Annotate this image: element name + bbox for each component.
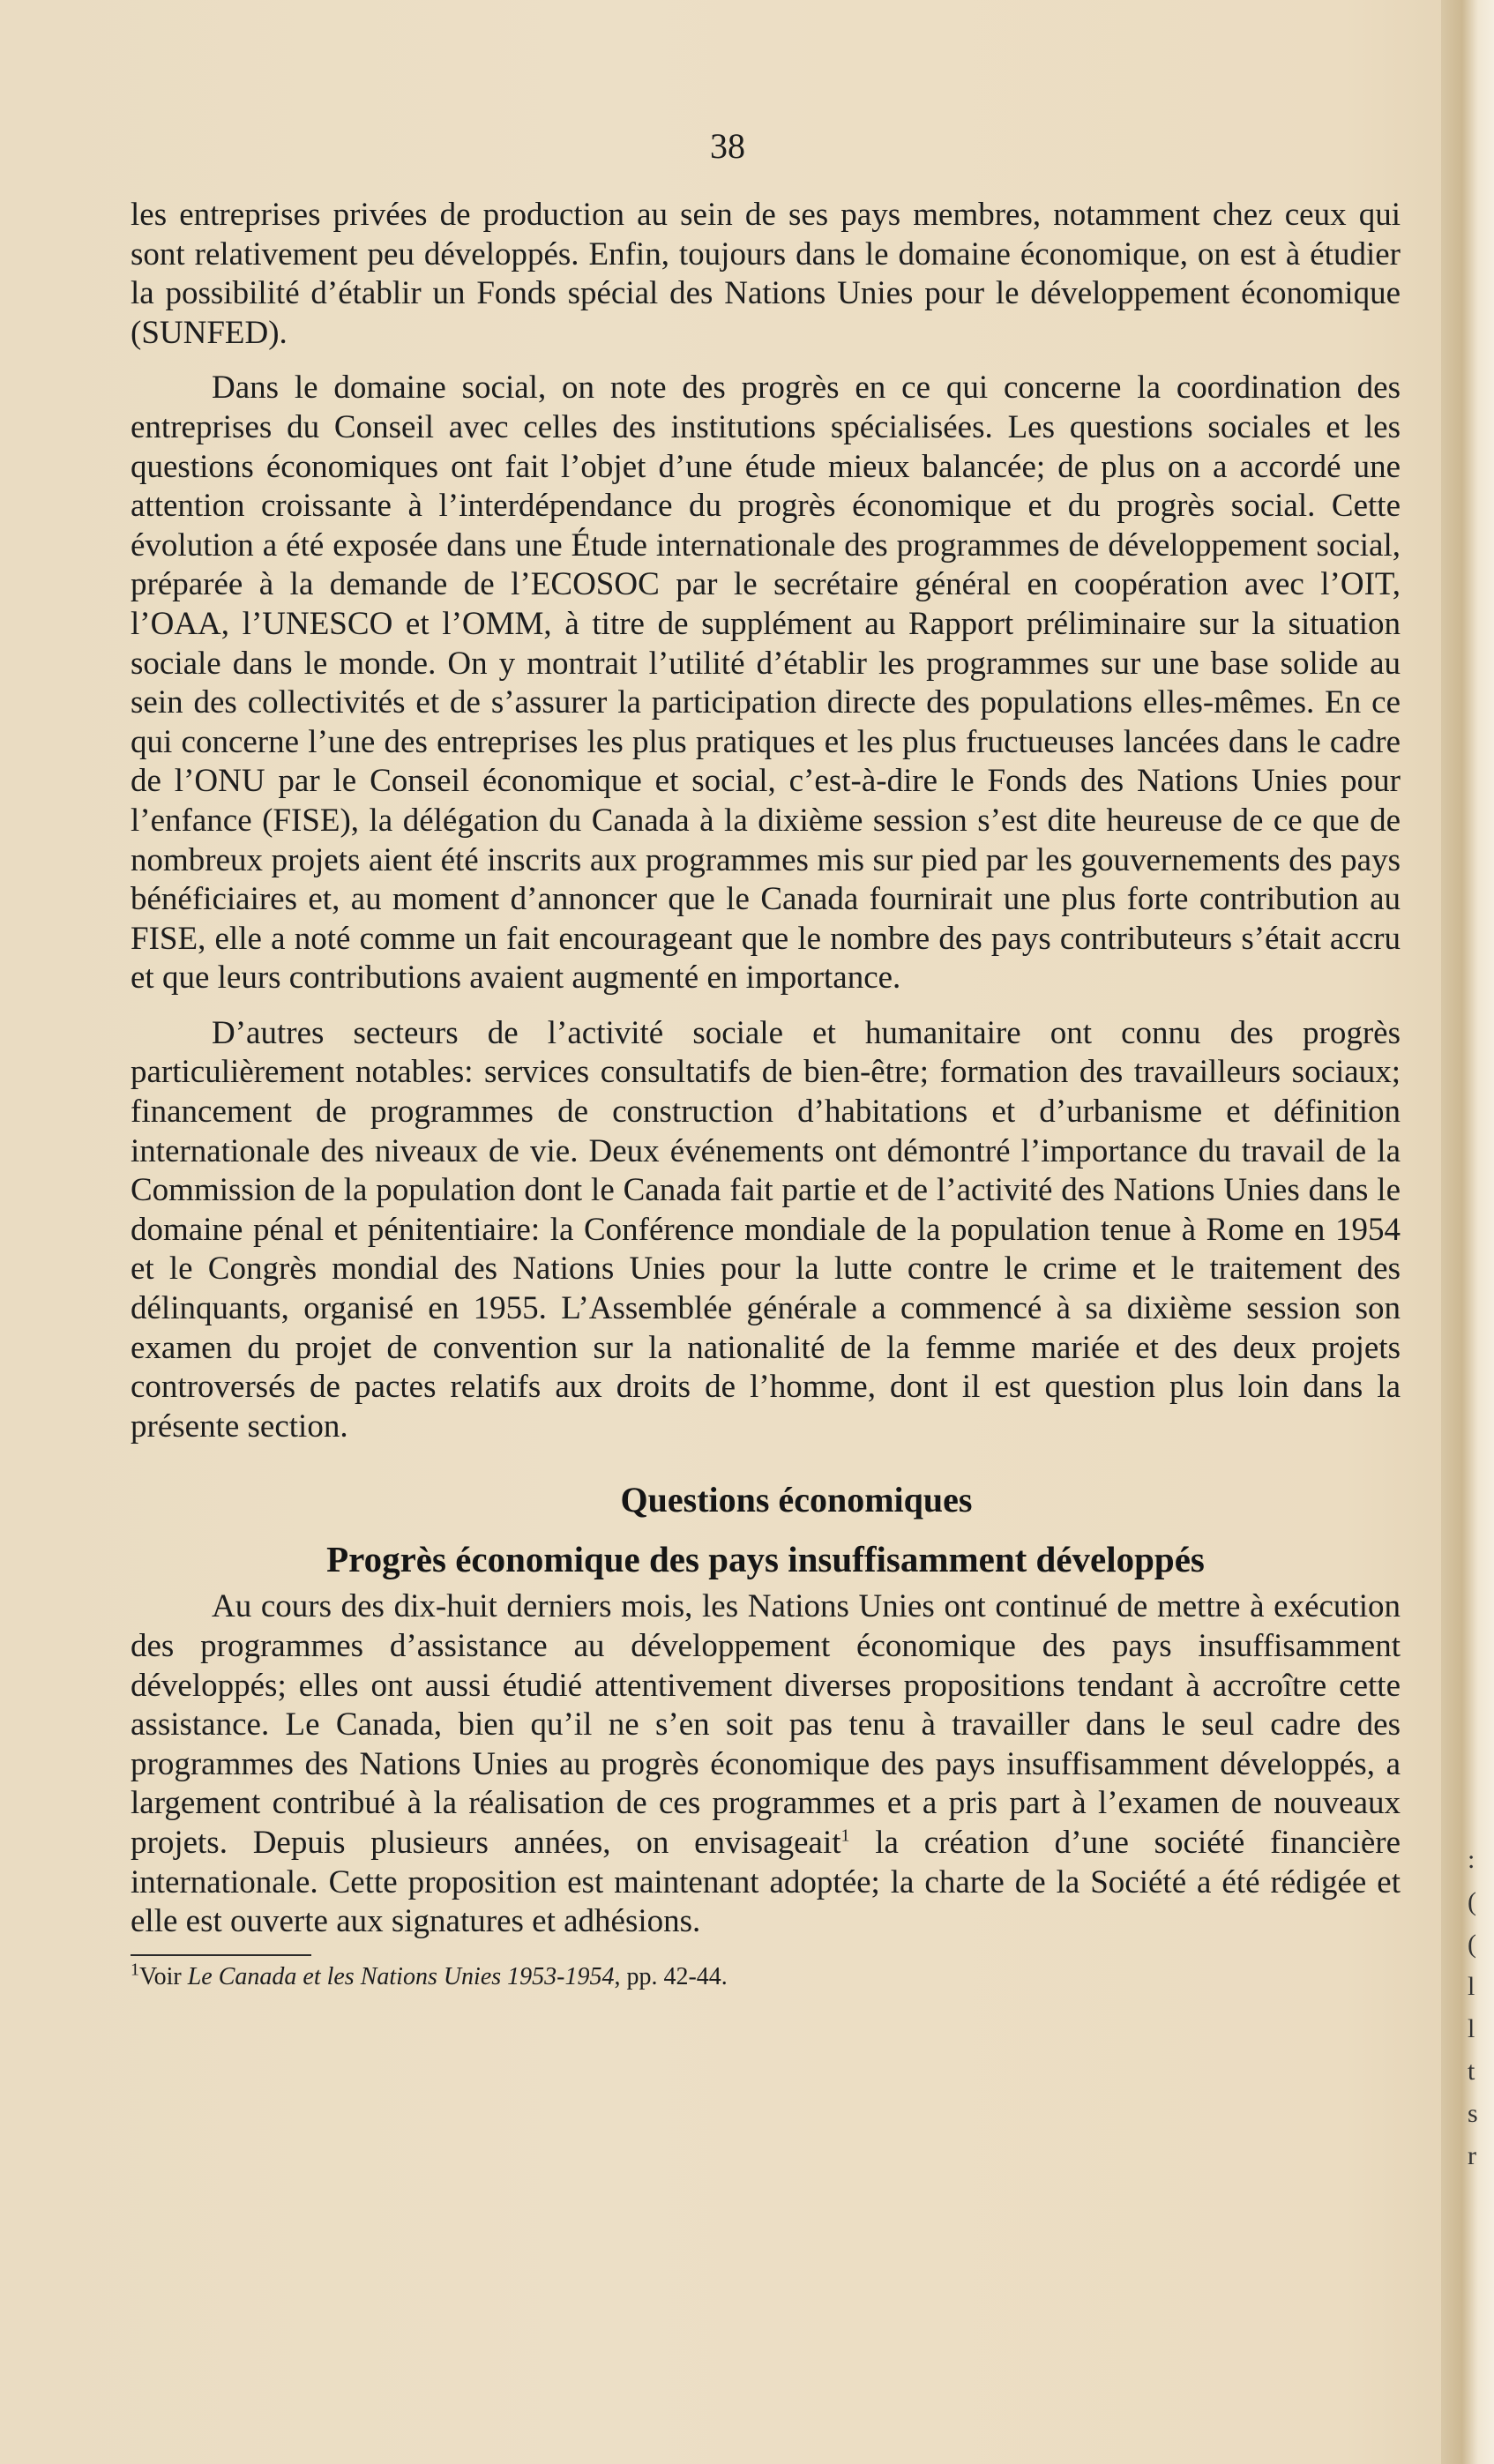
paragraph-4-text-cont: la création d’une société financière internationale. Cette proposition est maintenant adoptée; la charte de la Société a été rédigée et elle est ouverte aux signatures et adhésions. <box>131 1824 1401 1940</box>
bleed-letter: l <box>1468 1972 1475 2001</box>
section-heading: Questions économiques <box>620 1480 973 1520</box>
bleed-letter: t <box>1468 2057 1475 2086</box>
paragraph-1: les entreprises privées de production au sein de ses pays membres, notamment chez ceux qui sont relativement peu développés. Enfin, toujours dans le domaine économique, on est à étudier la possibilité d’établir un Fonds spécial des Nations Unies pour le développement économique (SUNFED). <box>131 197 1401 351</box>
footnote-suffix: , pp. 42-44. <box>614 1962 728 1990</box>
paragraph-3: D’autres secteurs de l’activité sociale et humanitaire ont connu des progrès particulièrement notables: services consultatifs de bien-être; formation des travailleurs sociaux; financement de programmes de construction d’habitations et d’urbanisme et définition internationale des niveaux de vie. Deux événements ont démontré l’importance du travail de la Commission de la population dont le Canada fait partie et de l’activité des Nations Unies dans le domaine pénal et pénitentiaire: la Conférence mondiale de la population tenue à Rome en 1954 et le Congrès mondial des Nations Unies pour la lutte contre le crime et le traitement des délinquants, organisé en 1955. L’Assemblée générale a commencé à sa dixième session son examen du projet de convention sur la nationalité de la femme mariée et des deux projets controversés de pactes relatifs aux droits de l’homme, dont il est question plus loin dans la présente section. <box>131 1014 1401 1445</box>
bleed-letter: ( <box>1468 1930 1476 1959</box>
footnote-title: Le Canada et les Nations Unies 1953-1954 <box>187 1962 615 1990</box>
footnote <box>131 1961 1401 1993</box>
footnote-reference: 1 <box>840 1826 850 1846</box>
footnote-prefix: Voir <box>139 1962 188 1990</box>
bleed-letter: ( <box>1468 1887 1476 1916</box>
bleed-letter: l <box>1468 2014 1475 2043</box>
bleed-letter: s <box>1468 2099 1478 2128</box>
body-text <box>131 196 1401 1993</box>
paragraph-4-text: Au cours des dix-huit derniers mois, les Nations Unies ont continué de mettre à exécution des programmes d’assistance au développement économique des pays insuffisamment développés; elles ont aussi étudié attentivement diverses propositions tendant à accroître cette assistance. Le Canada, bien qu’il ne s’en soit pas tenu à travailler dans le seul cadre des programmes des Nations Unies au progrès économique des pays insuffisamment développés, a largement contribué à la réalisation de ces programmes et a pris part à l’examen de nouveaux projets. Depuis plusieurs années, on envisageait <box>131 1588 1401 1861</box>
footnote-rule <box>131 1954 311 1956</box>
footnote-mark: 1 <box>131 1960 139 1980</box>
page-number: 38 <box>710 126 745 166</box>
paragraph-2: Dans le domaine social, on note des progrès en ce qui concerne la coordination des entreprises du Conseil avec celles des institutions spécialisées. Les questions sociales et les questions économiques ont fait l’objet d’une étude mieux balancée; de plus on a accordé une attention croissante à l’interdépendance du progrès économique et du progrès social. Cette évolution a été exposée dans une Étude internationale des programmes de développement social, préparée à la demande de l’ECOSOC par le secrétaire général en coopération avec l’OIT, l’OAA, l’UNESCO et l’OMM, à titre de supplément au Rapport préliminaire sur la situation sociale dans le monde. On y montrait l’utilité d’établir les programmes sur une base solide au sein des collectivités et de s’assurer la participation directe des populations elles-mêmes. En ce qui concerne l’une des entreprises les plus pratiques et les plus fructueuses lancées dans le cadre de l’ONU par le Conseil économique et social, c’est-à-dire le Fonds des Nations Unies pour l’enfance (FISE), la délégation du Canada à la dixième session s’est dite heureuse de ce que de nombreux projets aient été inscrits aux programmes mis sur pied par les gouvernements des pays bénéficiaires et, au moment d’annoncer que le Canada fournirait une plus forte contribution au FISE, elle a noté comme un fait encourageant que le nombre des pays contributeurs s’était accru et que leurs contributions avaient augmenté en importance. <box>131 370 1401 997</box>
bleed-letter: r <box>1468 2141 1476 2170</box>
bleed-letter: : <box>1468 1845 1475 1874</box>
subsection-heading: Progrès économique des pays insuffisamment développés <box>326 1539 1205 1580</box>
page-gutter <box>1441 0 1494 2464</box>
paragraph-4 <box>131 1587 1401 1941</box>
